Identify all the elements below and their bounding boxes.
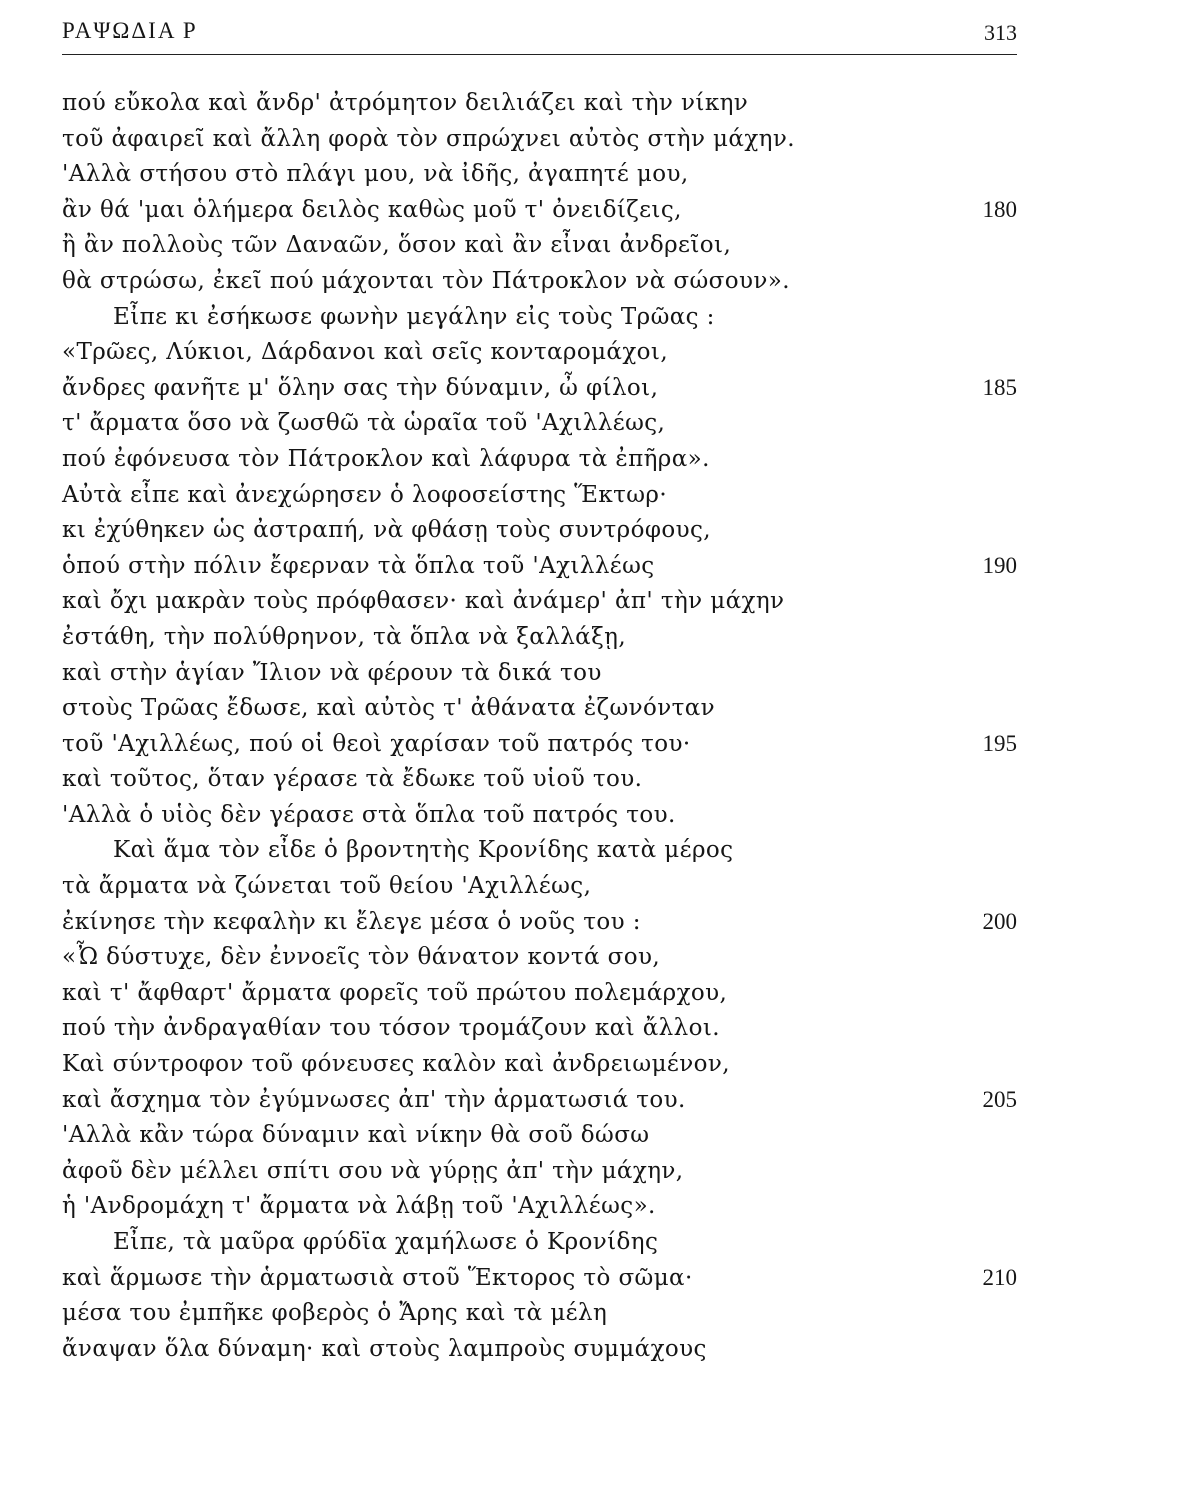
verse-line — [62, 693, 1017, 729]
verse-text: ἂν θά 'μαι ὁλήμερα δειλὸς καθὼς μοῦ τ' ὀνειδίζεις, — [62, 196, 682, 223]
verse-text: Αὐτὰ εἶπε καὶ ἀνεχώρησεν ὁ λοφοσείστης Ἕκτωρ· — [62, 481, 668, 508]
verse-line — [62, 1298, 1017, 1334]
verse-text: Καὶ ἅμα τὸν εἶδε ὁ βροντητὴς Κρονίδης κατὰ μέρος — [113, 837, 734, 864]
verse-line — [62, 942, 1017, 978]
verse-text: 'Αλλὰ στήσου στὸ πλάγι μου, νὰ ἰδῆς, ἀγαπητέ μου, — [62, 161, 689, 188]
verse-line — [62, 1013, 1017, 1049]
verse-text: καὶ ἅρμωσε τὴν ἁρματωσιὰ στοῦ Ἕκτορος τὸ σῶμα· — [62, 1264, 693, 1291]
verse-line — [62, 124, 1017, 160]
verse-line — [62, 480, 1017, 516]
verse-text: ἄνδρες φανῆτε μ' ὅλην σας τὴν δύναμιν, ὦ φίλοι, — [62, 374, 659, 401]
verse-line — [62, 444, 1017, 480]
verse-line — [62, 729, 1017, 765]
verse-line — [62, 871, 1017, 907]
verse-line — [62, 551, 1017, 587]
verse-line — [62, 586, 1017, 622]
page-header — [62, 18, 1017, 58]
verse-line — [62, 764, 1017, 800]
verse-text: τοῦ 'Αχιλλέως, πού οἱ θεοὶ χαρίσαν τοῦ πατρός του· — [62, 730, 691, 757]
verse-line — [62, 1049, 1017, 1085]
verse-line — [62, 159, 1017, 195]
verse-line — [62, 408, 1017, 444]
verse-text: καὶ ὄχι μακρὰν τοὺς πρόφθασεν· καὶ ἀνάμερ' ἀπ' τὴν μάχην — [62, 588, 785, 615]
verse-line — [62, 622, 1017, 658]
verse-line — [62, 1191, 1017, 1227]
verse-block — [62, 88, 1017, 1369]
verse-text: καὶ τοῦτος, ὅταν γέρασε τὰ ἔδωκε τοῦ υἱοῦ του. — [62, 766, 643, 793]
verse-line — [62, 1334, 1017, 1370]
verse-line — [62, 1120, 1017, 1156]
verse-line — [62, 515, 1017, 551]
line-number: 205 — [982, 1086, 1017, 1112]
verse-text: ἐστάθη, τὴν πολύθρηνον, τὰ ὅπλα νὰ ξαλλάξῃ, — [62, 623, 627, 650]
verse-line — [62, 373, 1017, 409]
verse-text: τοῦ ἀφαιρεῖ καὶ ἄλλη φορὰ τὸν σπρώχνει αὐτὸς στὴν μάχην. — [62, 125, 795, 152]
verse-line — [62, 195, 1017, 231]
verse-line — [62, 800, 1017, 836]
verse-text: κι ἐχύθηκεν ὡς ἀστραπή, νὰ φθάσῃ τοὺς συντρόφους, — [62, 517, 711, 544]
running-head: ΡΑΨΩΔΙΑ Ρ — [62, 18, 198, 43]
verse-line — [62, 302, 1017, 338]
verse-text: καὶ τ' ἄφθαρτ' ἄρματα φορεῖς τοῦ πρώτου πολεμάρχου, — [62, 979, 728, 1006]
verse-text: ἐκίνησε τὴν κεφαλὴν κι ἔλεγε μέσα ὁ νοῦς του : — [62, 908, 641, 935]
verse-line — [62, 835, 1017, 871]
verse-text: ἡ 'Ανδρομάχη τ' ἄρματα νὰ λάβῃ τοῦ 'Αχιλλέως». — [62, 1193, 656, 1220]
verse-text: τ' ἄρματα ὅσο νὰ ζωσθῶ τὰ ὡραῖα τοῦ 'Αχιλλέως, — [62, 410, 666, 437]
line-number: 190 — [982, 552, 1017, 578]
verse-text: ἄναψαν ὅλα δύναμη· καὶ στοὺς λαμπροὺς συμμάχους — [62, 1335, 707, 1362]
verse-line — [62, 907, 1017, 943]
verse-text: Εἶπε, τὰ μαῦρα φρύδϊα χαμήλωσε ὁ Κρονίδης — [113, 1229, 659, 1255]
verse-line — [62, 337, 1017, 373]
line-number: 185 — [982, 374, 1017, 400]
verse-text: 'Αλλὰ ὁ υἱὸς δὲν γέρασε στὰ ὅπλα τοῦ πατρός του. — [62, 801, 676, 828]
line-number: 180 — [982, 196, 1017, 222]
verse-line — [62, 658, 1017, 694]
verse-text: «Ὦ δύστυχε, δὲν ἐννοεῖς τὸν θάνατον κοντά σου, — [62, 944, 661, 971]
verse-text: Καὶ σύντροφον τοῦ φόνευσες καλὸν καὶ ἀνδρειωμένον, — [62, 1051, 730, 1078]
verse-line — [62, 1085, 1017, 1121]
verse-text: καὶ ἄσχημα τὸν ἐγύμνωσες ἀπ' τὴν ἁρματωσιά του. — [62, 1086, 686, 1113]
verse-line — [62, 1263, 1017, 1299]
verse-line — [62, 266, 1017, 302]
header-rule — [62, 54, 1017, 55]
verse-line — [62, 1156, 1017, 1192]
verse-line — [62, 88, 1017, 124]
verse-text: «Τρῶες, Λύκιοι, Δάρδανοι καὶ σεῖς κονταρομάχοι, — [62, 339, 669, 366]
line-number: 200 — [982, 908, 1017, 934]
verse-text: πού τὴν ἀνδραγαθίαν του τόσον τρομάζουν καὶ ἄλλοι. — [62, 1015, 720, 1042]
verse-line — [62, 230, 1017, 266]
line-number: 195 — [982, 730, 1017, 756]
verse-line — [62, 1227, 1017, 1263]
verse-text: μέσα του ἐμπῆκε φοβερὸς ὁ Ἄρης καὶ τὰ μέλη — [62, 1300, 608, 1327]
verse-text: ἢ ἂν πολλοὺς τῶν Δαναῶν, ὅσον καὶ ἂν εἶναι ἀνδρεῖοι, — [62, 232, 732, 259]
verse-text: ὁπού στὴν πόλιν ἔφερναν τὰ ὅπλα τοῦ 'Αχιλλέως — [62, 552, 655, 579]
verse-text: τὰ ἄρματα νὰ ζώνεται τοῦ θείου 'Αχιλλέως, — [62, 873, 592, 900]
verse-text: 'Αλλὰ κἂν τώρα δύναμιν καὶ νίκην θὰ σοῦ δώσω — [62, 1122, 650, 1149]
verse-text: Εἶπε κι ἐσήκωσε φωνὴν μεγάλην εἰς τοὺς Τρῶας : — [113, 303, 715, 330]
verse-text: ἀφοῦ δὲν μέλλει σπίτι σου νὰ γύρῃς ἀπ' τὴν μάχην, — [62, 1157, 684, 1184]
verse-line — [62, 978, 1017, 1014]
verse-text: θὰ στρώσω, ἐκεῖ πού μάχονται τὸν Πάτροκλον νὰ σώσουν». — [62, 267, 790, 294]
page-number: 313 — [984, 20, 1017, 45]
verse-text: πού ἐφόνευσα τὸν Πάτροκλον καὶ λάφυρα τὰ ἐπῆρα». — [62, 445, 710, 472]
verse-text: καὶ στὴν ἁγίαν Ἴλιον νὰ φέρουν τὰ δικά του — [62, 659, 602, 686]
line-number: 210 — [982, 1264, 1017, 1290]
verse-text: στοὺς Τρῶας ἔδωσε, καὶ αὐτὸς τ' ἀθάνατα ἐζωνόνταν — [62, 695, 716, 722]
verse-text: πού εὔκολα καὶ ἄνδρ' ἀτρόμητον δειλιάζει καὶ τὴν νίκην — [62, 90, 749, 116]
